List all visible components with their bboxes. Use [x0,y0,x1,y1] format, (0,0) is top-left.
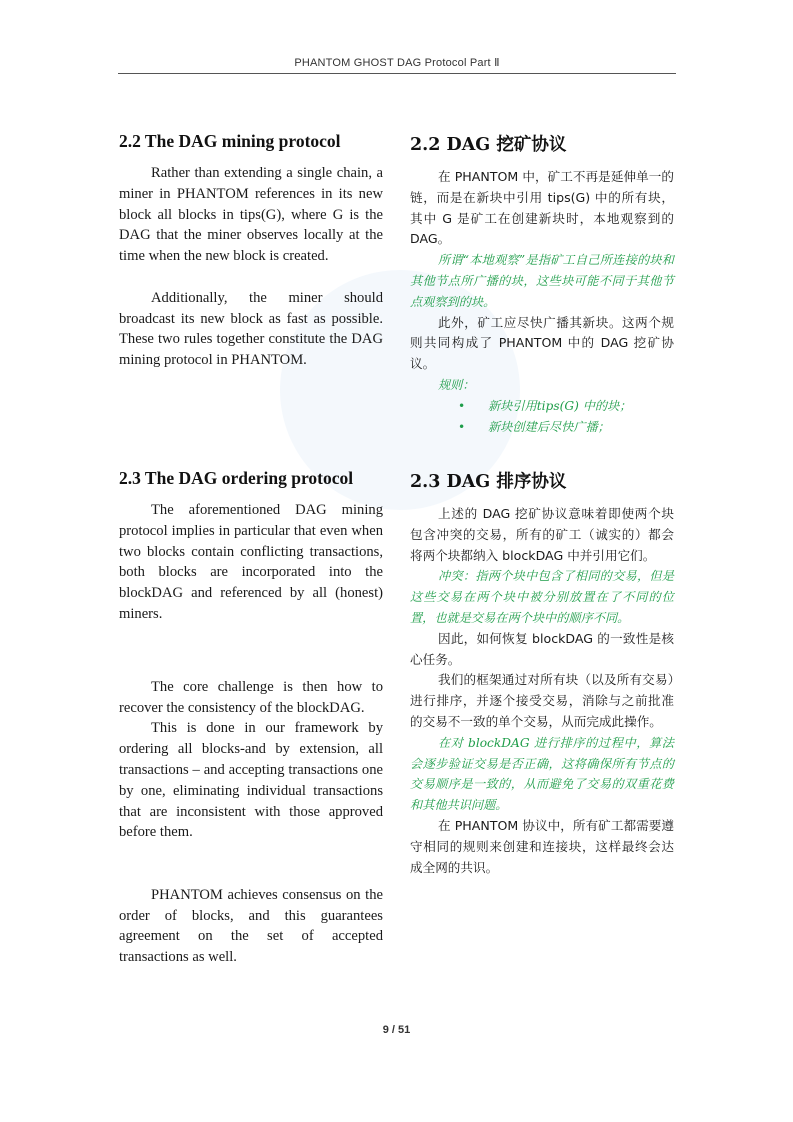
paragraph: 上述的 DAG 挖矿协议意味着即使两个块包含冲突的交易，所有的矿工（诚实的）都会将两个块都纳入 blockDAG 中并引用它们。 [410,506,674,563]
annotation-note: 在对 blockDAG 进行排序的过程中，算法会逐步验证交易是否正确，这将确保所有节点的交易顺序是一致的，从而避免了交易的双重花费和其他共识问题。 [410,735,674,813]
rules-list [410,396,674,438]
list-item [410,417,674,438]
section-heading: 2.2 DAG 挖矿协议 [410,135,567,155]
running-header: PHANTOM GHOST DAG Protocol Part Ⅱ [294,57,500,69]
section-heading: 2.3 The DAG ordering protocol [119,468,354,488]
rule-text: 新块引用tips(G) 中的块； [488,398,632,413]
section-2-2-chinese [410,131,674,437]
paragraph: This is done in our framework by ordering all blocks-and by extension, all transactions – and accepting transactions one by one, eliminating individual transactions that are inconsistent with those approved before them. [119,720,383,841]
paragraph: The aforementioned DAG mining protocol implies in particular that even when two blocks contain conflicting transactions, both blocks are incorporated into the blockDAG and referenced by all (honest) miners. [119,502,383,622]
page-number: 9 / 51 [382,1024,411,1036]
section-2-3-chinese [410,468,674,878]
paragraph: Additionally, the miner should broadcast its new block as fast as possible. These two rules together constitute the DAG mining protocol in PHANTOM. [119,289,383,369]
header-divider [118,73,676,74]
paragraph: 因此，如何恢复 blockDAG 的一致性是核心任务。 [410,630,674,667]
annotation-note: 冲突：指两个块中包含了相同的交易，但是这些交易在两个块中被分别放置在了不同的位置，也就是交易在两个块中的顺序不同。 [410,569,674,625]
section-2-3-english [119,468,383,968]
paragraph: 在 PHANTOM 协议中，所有矿工都需要遵守相同的规则来创建和连接块，这样最终会达成全网的共识。 [410,817,674,875]
section-2-2-english [119,131,383,371]
paragraph: 我们的框架通过对所有块（以及所有交易）进行排序，并逐个接受交易，消除与之前批准的交易不一致的单个交易，从而完成此操作。 [410,672,674,729]
paragraph: 此外，矿工应尽快广播其新块。这两个规则共同构成了 PHANTOM 中的 DAG 挖矿协议。 [410,314,674,372]
paragraph: PHANTOM achieves consensus on the order of blocks, and this guarantees agreement on the set of accepted transactions as well. [119,886,383,966]
rules-title: 规则： [438,377,475,392]
bullet-icon: • [458,398,466,413]
bullet-icon: • [458,419,466,434]
rule-text: 新块创建后尽快广播； [488,419,610,434]
paragraph: 在 PHANTOM 中，矿工不再是延伸单一的链，而是在新块中引用 tips(G) 中的所有块，其中 G 是矿工在创建新块时，本地观察到的 DAG。 [410,169,674,247]
paragraph: Rather than extending a single chain, a miner in PHANTOM references in its new block all blocks in tips(G), where G is the DAG that the miner observes locally at the time when the new block is created. [119,165,383,265]
section-heading: 2.2 The DAG mining protocol [119,131,341,151]
section-heading: 2.3 DAG 排序协议 [410,472,567,492]
paragraph: The core challenge is then how to recover the consistency of the blockDAG. [119,678,383,716]
annotation-note: 所谓“本地观察”是指矿工自己所连接的块和其他节点所广播的块，这些块可能不同于其他节点观察到的块。 [410,253,674,309]
list-item [410,396,674,417]
